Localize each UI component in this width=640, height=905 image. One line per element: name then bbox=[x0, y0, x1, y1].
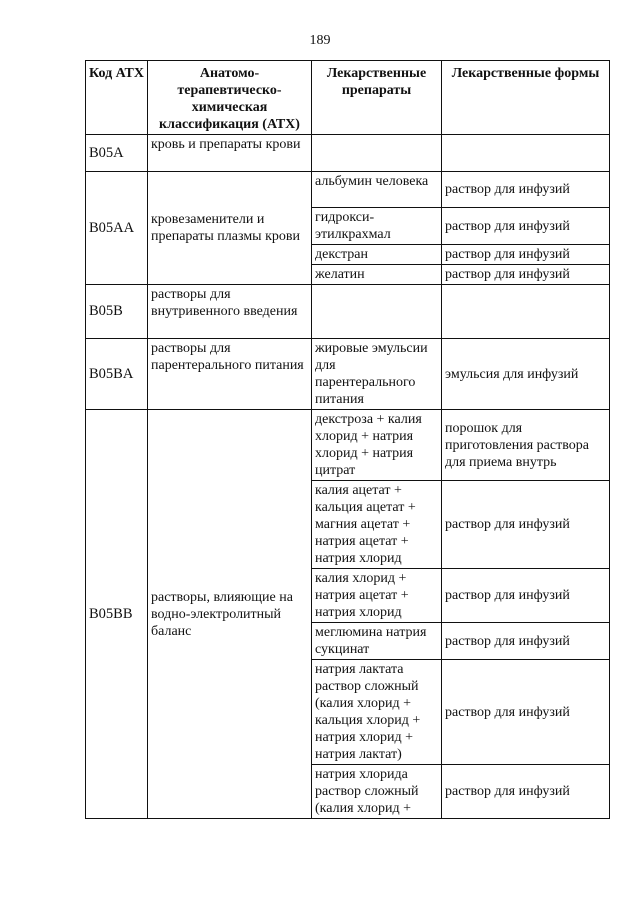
table-row bbox=[86, 339, 610, 410]
dosage-form: раствор для инфузий bbox=[442, 765, 610, 819]
atc-classification: растворы для внутривенного введения bbox=[148, 285, 312, 339]
header-drugs: Лекарственные препараты bbox=[312, 61, 442, 135]
atc-classification: кровь и препараты крови bbox=[148, 135, 312, 172]
atc-classification: растворы, влияющие на водно-электролитный баланс bbox=[148, 410, 312, 819]
drug-name: калия ацетат + кальция ацетат + магния ацетат + натрия ацетат + натрия хлорид bbox=[312, 481, 442, 569]
drug-name: гидрокси-этилкрахмал bbox=[312, 208, 442, 245]
drug-name bbox=[312, 285, 442, 339]
table-header-row bbox=[86, 61, 610, 135]
atc-code: B05AA bbox=[86, 172, 148, 285]
dosage-form: раствор для инфузий bbox=[442, 623, 610, 660]
table-row bbox=[86, 172, 610, 208]
drug-name: декстроза + калия хлорид + натрия хлорид + натрия цитрат bbox=[312, 410, 442, 481]
dosage-form: порошок для приготовления раствора для приема внутрь bbox=[442, 410, 610, 481]
table-row bbox=[86, 135, 610, 172]
table-row bbox=[86, 285, 610, 339]
drug-name bbox=[312, 135, 442, 172]
dosage-form bbox=[442, 135, 610, 172]
dosage-form: раствор для инфузий bbox=[442, 208, 610, 245]
atc-code: B05BA bbox=[86, 339, 148, 410]
drug-name: натрия хлорида раствор сложный (калия хлорид + bbox=[312, 765, 442, 819]
atc-code: B05A bbox=[86, 135, 148, 172]
header-code: Код АТХ bbox=[86, 61, 148, 135]
page-number: 189 bbox=[309, 33, 331, 48]
atc-code: B05BB bbox=[86, 410, 148, 819]
header-forms: Лекарственные формы bbox=[442, 61, 610, 135]
dosage-form: раствор для инфузий bbox=[442, 569, 610, 623]
drug-name: альбумин человека bbox=[312, 172, 442, 208]
dosage-form: эмульсия для инфузий bbox=[442, 339, 610, 410]
drug-name: меглюмина натрия сукцинат bbox=[312, 623, 442, 660]
dosage-form: раствор для инфузий bbox=[442, 172, 610, 208]
drug-name: желатин bbox=[312, 265, 442, 285]
dosage-form bbox=[442, 285, 610, 339]
atc-drug-table bbox=[85, 60, 610, 819]
drug-name: калия хлорид + натрия ацетат + натрия хлорид bbox=[312, 569, 442, 623]
dosage-form: раствор для инфузий bbox=[442, 265, 610, 285]
drug-name: декстран bbox=[312, 245, 442, 265]
atc-classification: растворы для парентерального питания bbox=[148, 339, 312, 410]
drug-name: жировые эмульсии для парентерального питания bbox=[312, 339, 442, 410]
header-classification: Анатомо-терапевтическо-химическая классификация (АТХ) bbox=[148, 61, 312, 135]
drug-name: натрия лактата раствор сложный (калия хлорид + кальция хлорид + натрия хлорид + натрия лактат) bbox=[312, 660, 442, 765]
dosage-form: раствор для инфузий bbox=[442, 660, 610, 765]
table-row bbox=[86, 410, 610, 481]
atc-classification: кровезаменители и препараты плазмы крови bbox=[148, 172, 312, 285]
dosage-form: раствор для инфузий bbox=[442, 245, 610, 265]
atc-code: B05B bbox=[86, 285, 148, 339]
dosage-form: раствор для инфузий bbox=[442, 481, 610, 569]
